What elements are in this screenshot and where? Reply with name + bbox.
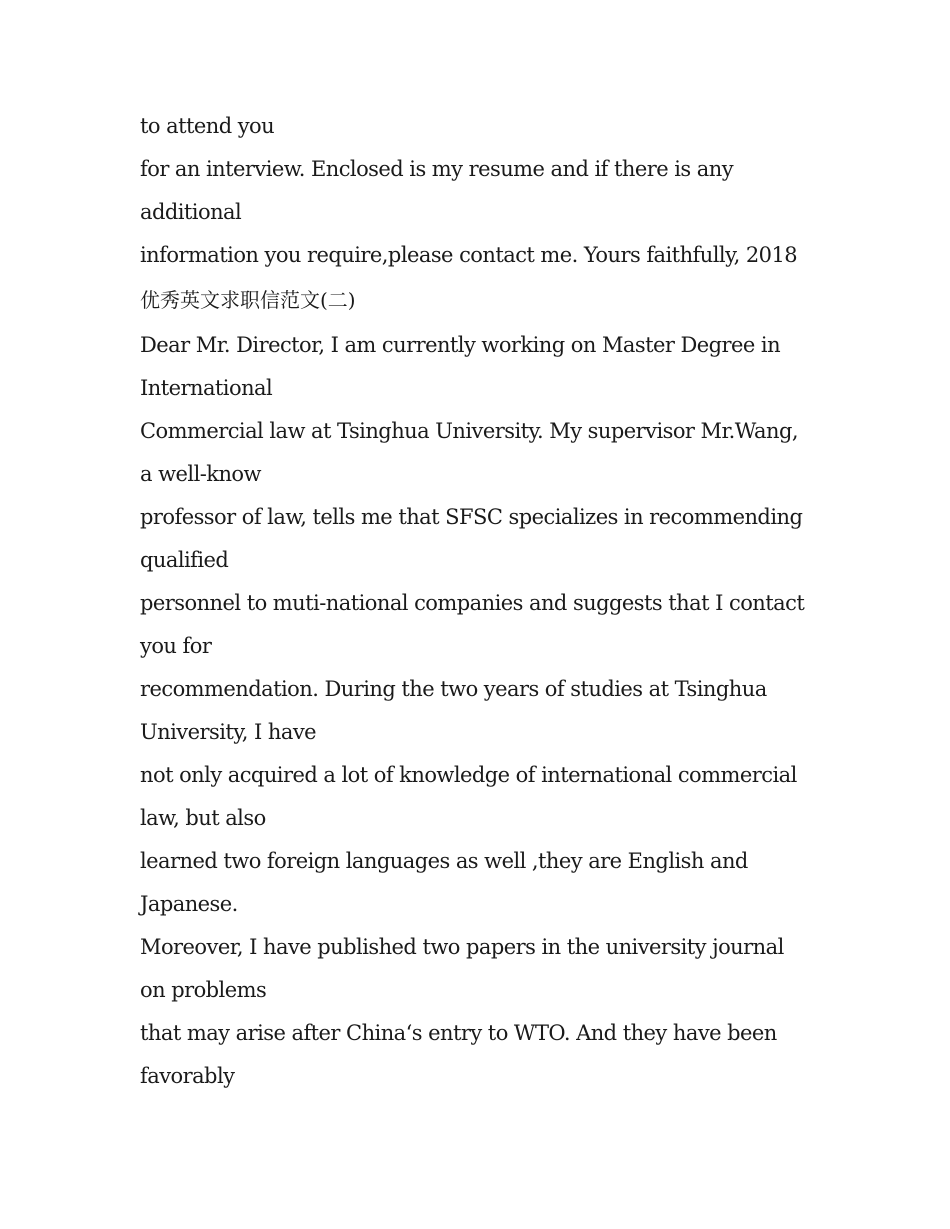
text-line: qualified bbox=[140, 548, 229, 572]
text-line: Moreover, I have published two papers in the university journal bbox=[140, 935, 784, 959]
text-line: that may arise after China‘s entry to WTO. And they have been bbox=[140, 1021, 777, 1045]
text-line: law, but also bbox=[140, 806, 266, 830]
text-line: not only acquired a lot of knowledge of international commercial bbox=[140, 763, 797, 787]
text-line: recommendation. During the two years of studies at Tsinghua bbox=[140, 677, 767, 701]
text-line: learned two foreign languages as well ,they are English and bbox=[140, 849, 748, 873]
section-heading: 优秀英文求职信范文(二) bbox=[140, 288, 356, 312]
text-line: personnel to muti-national companies and suggests that I contact bbox=[140, 591, 805, 615]
text-line: to attend you bbox=[140, 114, 275, 138]
text-line: professor of law, tells me that SFSC specializes in recommending bbox=[140, 505, 803, 529]
text-line: you for bbox=[140, 634, 212, 658]
text-line: favorably bbox=[140, 1064, 235, 1088]
text-line: additional bbox=[140, 200, 242, 224]
text-line: University, I have bbox=[140, 720, 317, 744]
text-line: for an interview. Enclosed is my resume and if there is any bbox=[140, 157, 734, 181]
text-line: a well-know bbox=[140, 462, 261, 486]
text-line: on problems bbox=[140, 978, 267, 1002]
text-line: Commercial law at Tsinghua University. My supervisor Mr.Wang, bbox=[140, 419, 798, 443]
text-line: Dear Mr. Director, I am currently working on Master Degree in bbox=[140, 333, 781, 357]
text-line: International bbox=[140, 376, 273, 400]
text-line: information you require,please contact me. Yours faithfully, 2018 bbox=[140, 243, 798, 267]
letter-body bbox=[140, 105, 820, 1098]
text-line: Japanese. bbox=[140, 892, 238, 916]
